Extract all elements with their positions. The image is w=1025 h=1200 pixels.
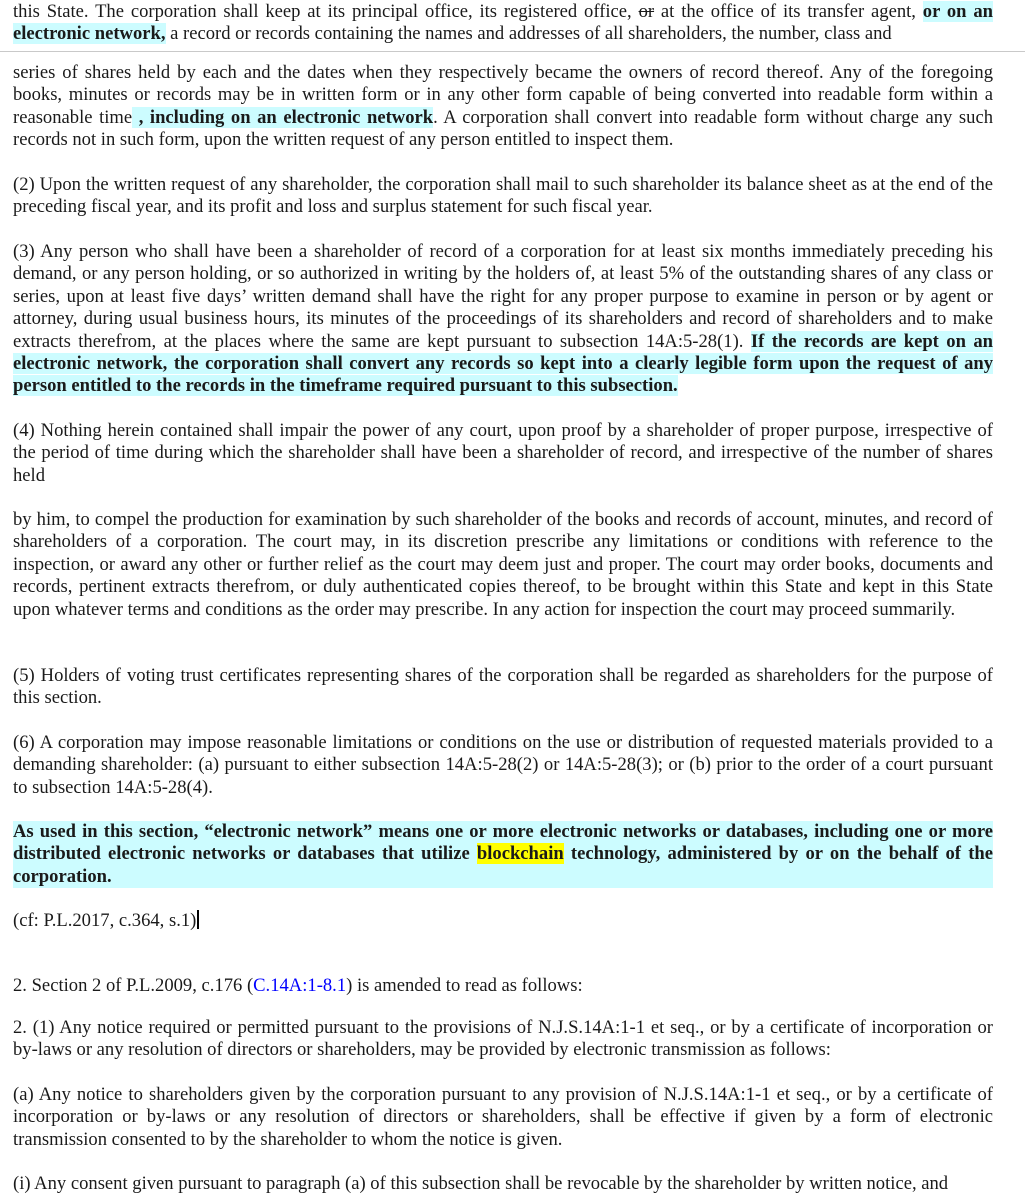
paragraph-court-order: by him, to compel the production for examination by such shareholder of the books and records of account, minutes, and record of shareholders of a corporation. The court may, in its discretion prescribe any limitations or conditions with reference to the inspection, or award any other or further relief as the court may deem just and proper. The court may order books, documents and records, pertinent extracts therefrom, or duly authenticated copies thereof, to be brought within this State and kept in this State upon whatever terms and conditions as the order may prescribe. In any action for inspection the court may proceed summarily. [13, 509, 993, 620]
section-2-subsection-1: 2. (1) Any notice required or permitted pursuant to the provisions of N.J.S.14A:1-1 et seq., or by a certificate of incorporation or by-laws or any resolution of directors or shareholders, may be provided by electronic transmission as follows: [13, 1017, 993, 1061]
subsection-5-voting-trust: (5) Holders of voting trust certificates representing shares of the corporation shall be regarded as shareholders for the purpose of this section. [13, 665, 993, 709]
definition-electronic-network: As used in this section, “electronic network” means one or more electronic networks or databases, including one or more distributed electronic networks or databases that utilize blockchain technology, administered by or on the behalf of the corporation. [13, 821, 993, 887]
struck-text-or: or [638, 1, 655, 22]
highlighted-word-blockchain: blockchain [476, 843, 564, 865]
section-2-paragraph-i: (i) Any consent given pursuant to paragraph (a) of this subsection shall be revocable by the shareholder by written notice, and [13, 1173, 949, 1194]
citation-reference: (cf: P.L.2017, c.364, s.1) [13, 910, 993, 932]
section-2-amendment-heading: 2. Section 2 of P.L.2009, c.176 (C.14A:1-8.1) is amended to read as follows: [13, 975, 583, 996]
subsection-2-balance-sheet: (2) Upon the written request of any shareholder, the corporation shall mail to such shareholder its balance sheet as at the end of the preceding fiscal year, and its profit and loss and surplus statement for such fiscal year. [13, 174, 993, 218]
inserted-text-electronic-network: or on an electronic network, [13, 1, 993, 45]
statute-link[interactable]: C.14A:1-8.1 [253, 975, 347, 996]
inserted-text-convert-records: If the records are kept on an electronic network, the corporation shall convert any records so kept into a clearly legible form upon the request of any person entitled to the records in the timeframe required pursuant to this subsection. [13, 330, 993, 397]
subsection-4-court-power: (4) Nothing herein contained shall impair the power of any court, upon proof by a shareholder of proper purpose, irrespective of the period of time during which the shareholder shall have been a shareholder of record, and irrespective of the number of shares held [13, 420, 993, 486]
subsection-6-limitations: (6) A corporation may impose reasonable limitations or conditions on the use or distribution of requested materials provided to a demanding shareholder: (a) pursuant to either subsection 14A:5-28(2) or 14A:5-28(3); or (b) prior to the order of a court pursuant to subsection 14A:5-28(4). [13, 732, 993, 798]
section-2-paragraph-a: (a) Any notice to shareholders given by the corporation pursuant to any provision of N.J.S.14A:1-1 et seq., or by a certificate of incorporation or by-laws or any resolution of directors or shareholders, shall be effective if given by a form of electronic transmission consented to by the shareholder to whom the notice is given. [13, 1084, 993, 1150]
paragraph-records-continuation: this State. The corporation shall keep at its principal office, its registered office, or at the office of its transfer agent, or on an electronic network, a record or records containing the names and addresses of all shareholders, the number, class and [13, 1, 993, 45]
text-cursor [197, 910, 199, 929]
inserted-text-including-electronic-network: , including on an electronic network [132, 106, 434, 128]
paragraph-records-form: series of shares held by each and the dates when they respectively became the owners of record thereof. Any of the foregoing books, minutes or records may be in written form or in any other form capable of being converted into readable form within a reasonable time , including on an electronic network. A corporation shall convert into readable form without charge any such records not in such form, upon the written request of any person entitled to inspect them. [13, 62, 994, 151]
subsection-3-inspection: (3) Any person who shall have been a shareholder of record of a corporation for at least six months immediately preceding his demand, or any person holding, or so authorized in writing by the holders of, at least 5% of the outstanding shares of any class or series, upon at least five days’ written demand shall have the right for any proper purpose to examine in person or by agent or attorney, during usual business hours, its minutes of the proceedings of its shareholders and record of shareholders and to make extracts therefrom, at the places where the same are kept pursuant to subsection 14A:5-28(1). If the records are kept on an electronic network, the corporation shall convert any records so kept into a clearly legible form upon the request of any person entitled to the records in the timeframe required pursuant to this subsection. [13, 241, 993, 397]
page-break-divider [0, 51, 1025, 52]
